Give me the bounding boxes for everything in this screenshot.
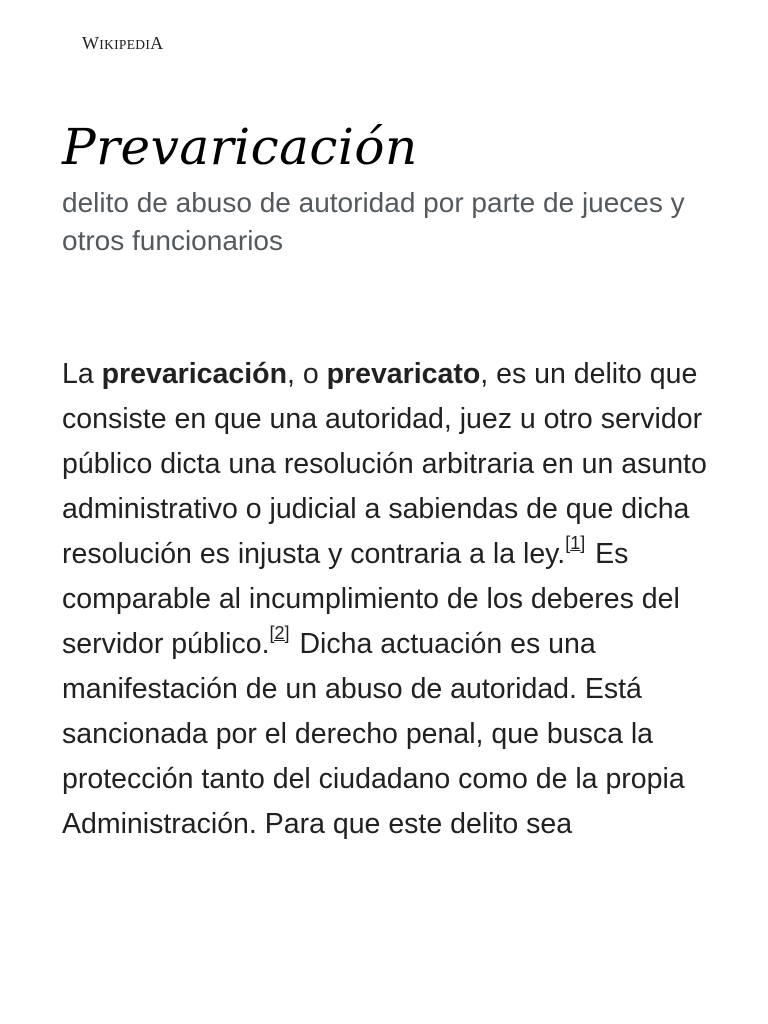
lead-paragraph	[62, 352, 712, 847]
logo-first-letter: W	[82, 33, 100, 53]
lead-text-4: Es comparable al incumplimiento de los deberes del servidor público.	[62, 538, 680, 660]
page-description: delito de abuso de autoridad por parte de jueces y otros funcionarios	[62, 187, 685, 256]
lead-text-5: Dicha actuación es una manifestación de un abuso de autoridad. Está sancionada por el derecho penal, que busca la protección tanto del ciudadano como de la propia Administración. Para que este delito sea	[62, 628, 685, 840]
reference-link-2[interactable]: [2]	[269, 623, 290, 643]
reference-link-1[interactable]: [1]	[565, 533, 586, 553]
logo-last-letter: A	[150, 33, 164, 53]
lead-text-1: La	[62, 358, 102, 390]
page-title: Prevaricación	[62, 118, 418, 176]
lead-text-3: , es un delito que consiste en que una autoridad, juez u otro servidor público dicta una resolución arbitraria en un asunto administrativo o judicial a sabiendas de que dicha resolución es injusta y contraria a la ley.	[62, 358, 707, 570]
term-prevaricacion: prevaricación	[101, 358, 287, 390]
lead-text-2: , o	[286, 358, 327, 390]
logo-middle-letters: IKIPEDI	[99, 37, 151, 52]
wikipedia-logo[interactable]	[82, 30, 163, 58]
term-prevaricato: prevaricato	[326, 358, 481, 390]
